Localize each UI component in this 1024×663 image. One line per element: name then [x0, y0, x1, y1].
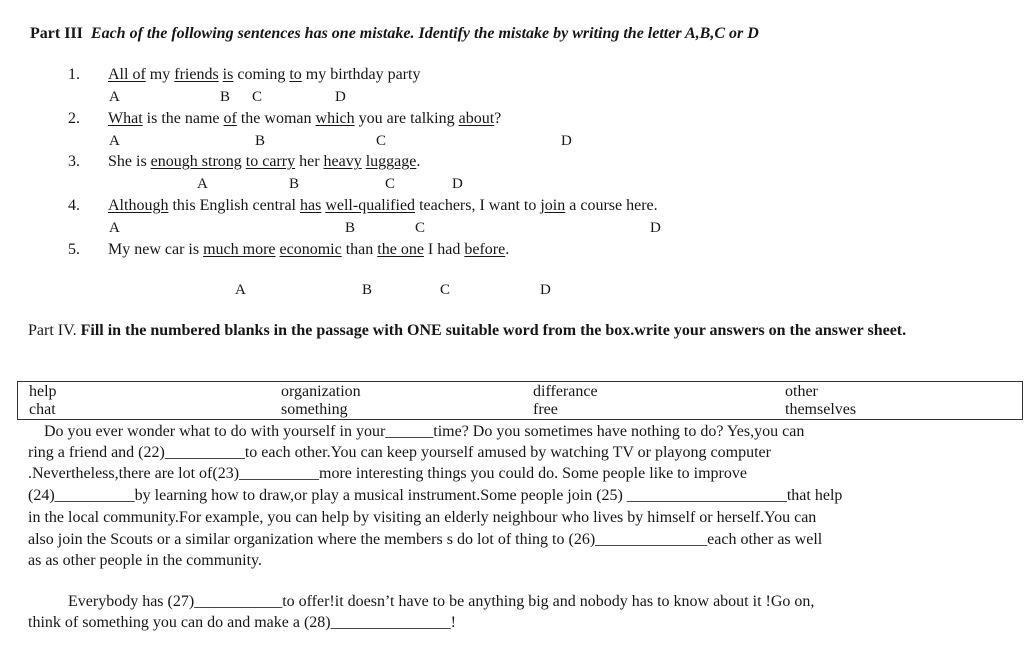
q2-text: you are talking — [354, 110, 459, 127]
word-box-item: themselves — [785, 401, 857, 418]
passage-line: Everybody has (27)___________to offer!it doesn’t have to be anything big and nobody has to know about it !Go on, — [68, 593, 815, 610]
q1-option-a-text: All of — [108, 66, 146, 83]
q1-option-b-text: friends — [174, 66, 219, 83]
q1-sentence — [108, 66, 420, 84]
q2-sentence — [108, 110, 501, 128]
passage-line: ring a friend and (22)__________to each other.You can keep yourself amused by watching TV or playong computer — [28, 444, 771, 461]
passage-line: in the local community.For example, you can help by visiting an elderly neighbour who lives by himself or herself.You can — [28, 509, 817, 526]
passage-line: think of something you can do and make a (28)_______________! — [28, 614, 456, 631]
part4-instruction: Fill in the numbered blanks in the passage with ONE suitable word from the box.write your answers on the answer sheet. — [80, 322, 907, 339]
q1-letter-a: A — [109, 89, 120, 105]
q4-sentence — [108, 197, 658, 215]
q1-letter-b: B — [220, 89, 231, 105]
q3-text: . — [416, 153, 421, 170]
q4-number: 4. — [68, 197, 80, 214]
part4-heading — [28, 320, 1003, 341]
q1-letter-d: D — [335, 89, 346, 105]
passage-line: (24)__________by learning how to draw,or play a musical instrument.Some people join (25) ____________________that help — [28, 487, 843, 504]
q5-text: than — [341, 241, 378, 258]
q3-text: her — [295, 153, 324, 170]
word-box — [17, 381, 1023, 420]
word-box-item: something — [281, 401, 348, 418]
word-box-item: other — [785, 383, 818, 400]
q2-text: the woman — [236, 110, 316, 127]
q2-text: ? — [494, 110, 502, 127]
q5-letter-d: D — [540, 282, 551, 298]
part3-instruction: Each of the following sentences has one mistake. Identify the mistake by writing the letter A,B,C or D — [90, 25, 759, 42]
word-box-item: help — [29, 383, 57, 400]
q1-letter-c: C — [252, 89, 263, 105]
q4-letter-c: C — [415, 220, 426, 236]
word-box-item: differance — [533, 383, 598, 400]
q4-letter-b: B — [345, 220, 356, 236]
q4-option-d-text: join — [540, 197, 566, 214]
q1-option-c-text: is — [222, 66, 234, 83]
q5-number: 5. — [68, 241, 80, 258]
q2-option-b-text: of — [223, 110, 237, 127]
passage-line: as as other people in the community. — [28, 552, 263, 569]
q3-number: 3. — [68, 153, 80, 170]
q5-letter-c: C — [440, 282, 451, 298]
passage-line: Do you ever wonder what to do with yourself in your______time? Do you sometimes have nothing to do? Yes,you can — [44, 423, 805, 440]
q4-option-a-text: Although — [108, 197, 169, 214]
q3-letter-d: D — [452, 176, 463, 192]
q1-text: my birthday party — [301, 66, 421, 83]
q3-letter-b: B — [289, 176, 300, 192]
q3-option-a-text: enough strong — [150, 153, 242, 170]
q2-option-a-text: What — [108, 110, 143, 127]
q3-sentence — [108, 153, 420, 171]
q4-text: teachers, I want to — [415, 197, 541, 214]
q5-letter-a: A — [235, 282, 246, 298]
part3-title: Part III — [30, 25, 83, 42]
q2-letter-a: A — [109, 133, 120, 149]
q3-letter-c: C — [385, 176, 396, 192]
q3-text: She is — [108, 153, 151, 170]
q3-letter-a: A — [197, 176, 208, 192]
word-box-item: organization — [281, 383, 361, 400]
q4-option-b-text: has — [299, 197, 322, 214]
q5-text: . — [505, 241, 510, 258]
q5-option-b-text: economic — [279, 241, 342, 258]
q5-option-d-text: before — [464, 241, 506, 258]
q2-letter-b: B — [255, 133, 266, 149]
q5-text: My new car is — [108, 241, 204, 258]
q4-text: this English central — [168, 197, 300, 214]
q1-number: 1. — [68, 66, 80, 83]
q4-option-c-text: well-qualified — [325, 197, 416, 214]
q3-option-d-text: luggage — [365, 153, 417, 170]
passage-line: .Nevertheless,there are lot of(23)__________more interesting things you could do. Some people like to improve — [28, 465, 747, 482]
part4-title: Part IV. — [28, 322, 77, 339]
q5-option-a-text: much more — [203, 241, 276, 258]
q2-text: is the name — [142, 110, 224, 127]
q5-letter-b: B — [362, 282, 373, 298]
q5-option-c-text: the one — [377, 241, 424, 258]
passage-line: also join the Scouts or a similar organization where the members s do lot of thing to (26)______________each other as well — [28, 531, 823, 548]
q2-letter-c: C — [376, 133, 387, 149]
q2-letter-d: D — [561, 133, 572, 149]
part3-heading — [30, 25, 759, 43]
q3-option-c-text: heavy — [323, 153, 362, 170]
q4-letter-d: D — [650, 220, 661, 236]
q4-letter-a: A — [109, 220, 120, 236]
word-box-item: chat — [29, 401, 56, 418]
q2-option-d-text: about — [458, 110, 495, 127]
q5-text: I had — [423, 241, 465, 258]
q2-option-c-text: which — [315, 110, 355, 127]
q1-option-d-text: to — [289, 66, 302, 83]
q5-sentence — [108, 241, 509, 259]
word-box-item: free — [533, 401, 558, 418]
q2-number: 2. — [68, 110, 80, 127]
q4-text: a course here. — [565, 197, 658, 214]
q1-text: my — [145, 66, 175, 83]
q3-option-b-text: to carry — [245, 153, 296, 170]
q1-text: coming — [233, 66, 290, 83]
